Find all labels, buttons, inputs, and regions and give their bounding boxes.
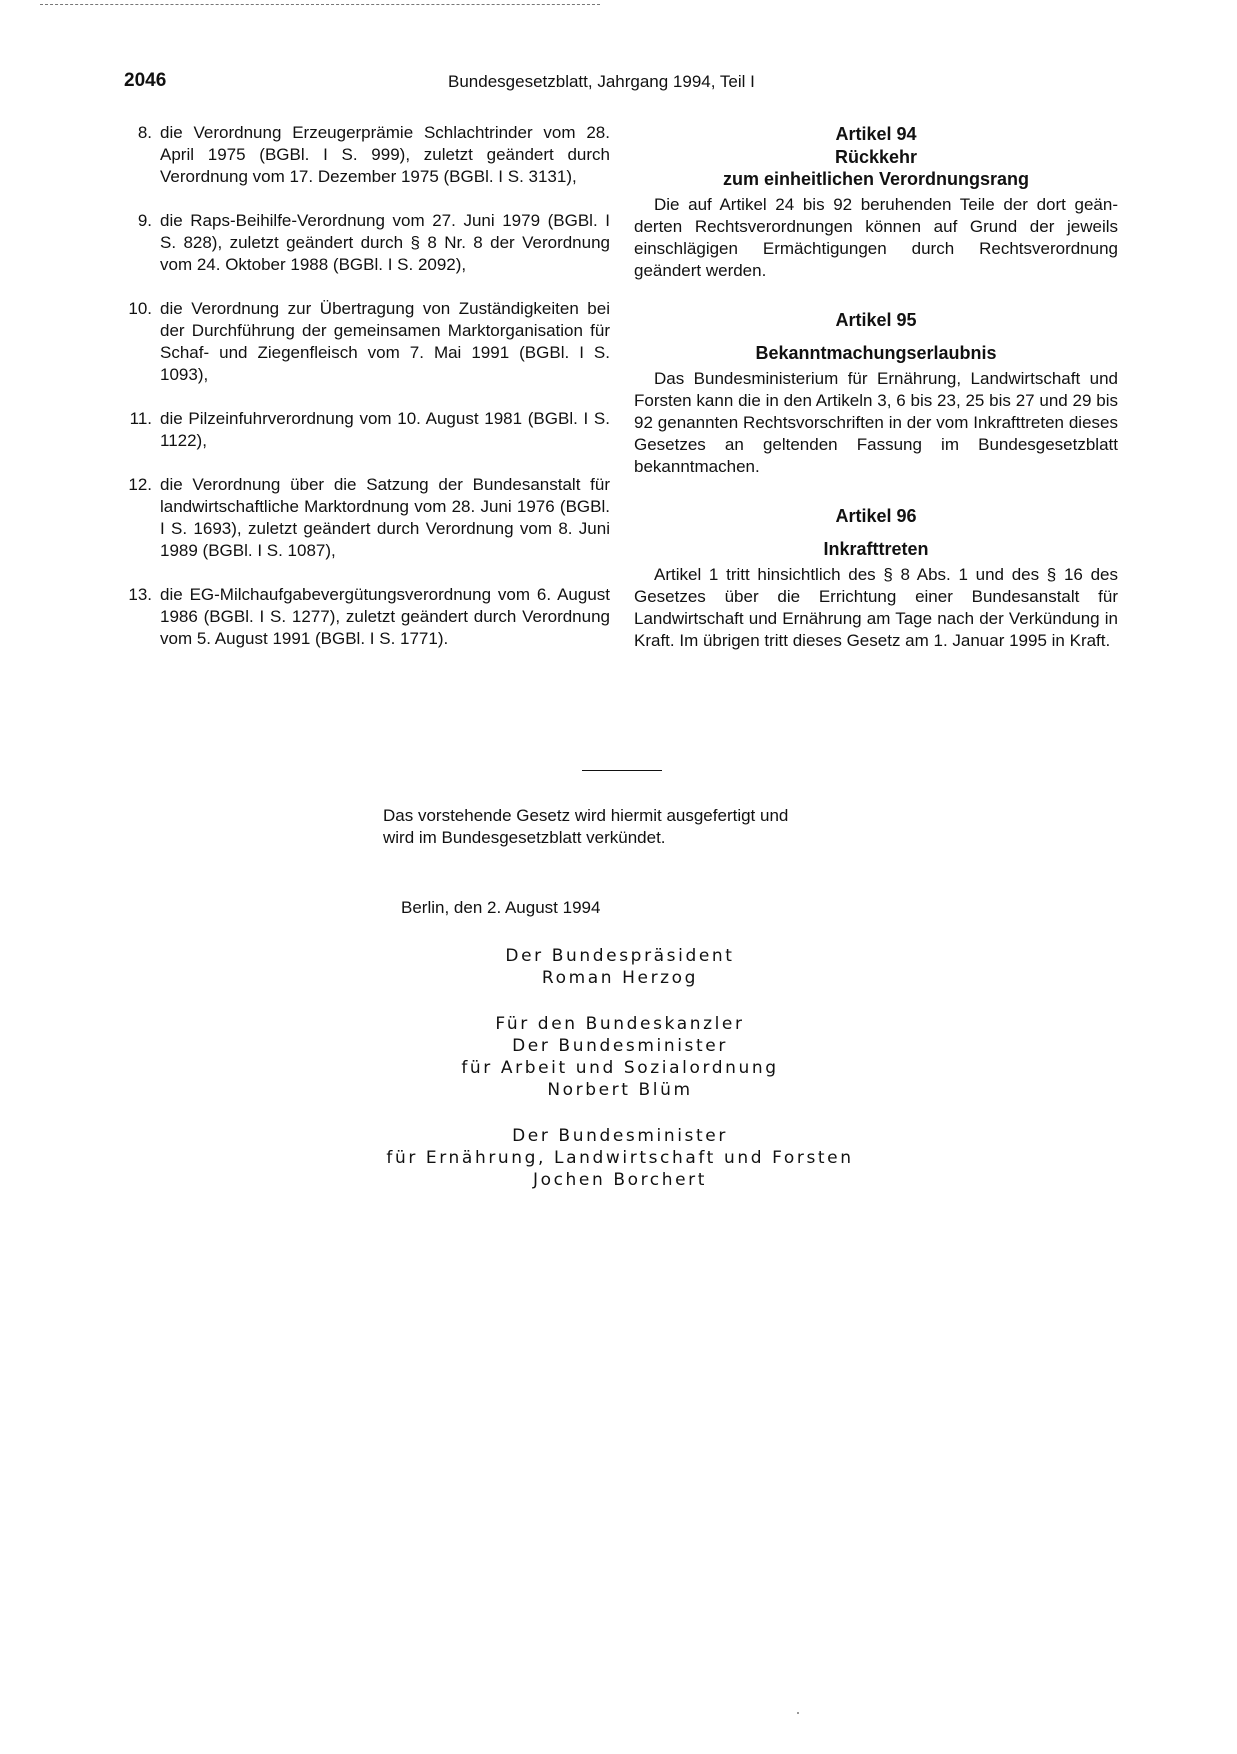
list-item [120, 298, 610, 386]
signature-line: Für den Bundeskanzler [495, 1014, 745, 1034]
article-heading: Bekanntmachungserlaubnis [755, 343, 997, 363]
signature-line: Norbert Blüm [547, 1080, 693, 1100]
signature-line: Jochen Borchert [532, 1170, 708, 1190]
list-item [120, 210, 610, 276]
promulgation-line: Das vorstehende Gesetz wird hiermit ausgefertigt und [383, 806, 789, 825]
list-item-number: 9. [137, 211, 152, 230]
article-96 [634, 504, 1118, 652]
list-item-text: die Verordnung über die Satzung der Bundesanstalt für landwirtschaftliche Marktordnung vom 28. Juni 1976 (BGBl. I S. 1693), zuletzt geändert durch Verordnung vom 8. Juni 1989 (BGBl. I S. 1087), [160, 475, 610, 560]
list-item-text: die Verordnung Erzeugerprämie Schlachtrinder vom 28. April 1975 (BGBl. I S. 999), zuletzt geändert durch Verordnung vom 17. Dezember 1975 (BGBl. I S. 3131), [160, 123, 610, 186]
signature-line: für Arbeit und Sozialordnung [461, 1058, 779, 1078]
list-item-text: die Raps-Beihilfe-Verordnung vom 27. Juni 1979 (BGBl. I S. 828), zuletzt geändert durch § 8 Nr. 8 der Verordnung vom 24. Oktober 1988 (BGBl. I S. 2092), [160, 211, 610, 274]
article-95 [634, 308, 1118, 478]
signature-line: Der Bundesminister [512, 1126, 728, 1146]
signature-block [330, 945, 910, 989]
list-item-text: die Pilzeinfuhrverordnung vom 10. August 1981 (BGBl. I S. 1122), [160, 409, 610, 450]
article-heading: zum einheitlichen Verordnungsrang [722, 169, 1030, 189]
article-title: Artikel 94 [835, 124, 917, 144]
list-item [120, 474, 610, 562]
signature-block [330, 1013, 910, 1101]
signature-section [330, 945, 910, 1215]
section-divider [582, 770, 662, 771]
left-column [120, 122, 610, 672]
article-heading: Inkrafttreten [823, 539, 929, 559]
list-item-number: 13. [128, 585, 152, 604]
place-and-date: Berlin, den 2. August 1994 [401, 898, 601, 917]
list-item [120, 584, 610, 650]
list-item-number: 10. [128, 299, 152, 318]
signature-line: Roman Herzog [541, 968, 699, 988]
list-item [120, 408, 610, 452]
article-title: Artikel 95 [835, 310, 917, 330]
signature-line: Der Bundespräsident [505, 946, 735, 966]
list-item-number: 12. [128, 475, 152, 494]
list-item-number: 11. [129, 409, 152, 428]
promulgation-text [383, 805, 883, 849]
page-number: 2046 [124, 70, 167, 91]
list-item-text: die Verordnung zur Übertragung von Zuständigkeiten bei der Durchführung der gemeinsamen Marktorganisation für Schaf- und Ziegenfleisch vom 7. Mai 1991 (BGBl. I S. 1093), [160, 299, 610, 384]
article-94 [634, 122, 1118, 282]
article-body: Artikel 1 tritt hinsichtlich des § 8 Abs. 1 und des § 16 des Gesetzes über die Errichtung einer Bundesanstalt für Landwirtschaft und Ernährung am Tage nach der Verkündung in Kraft. Im übrigen tritt dieses Gesetz am 1. Januar 1995 in Kraft. [634, 565, 1118, 650]
article-title: Artikel 96 [835, 506, 917, 526]
article-heading: Rückkehr [834, 147, 918, 167]
list-item [120, 122, 610, 188]
list-item-text: die EG-Milchaufgabevergütungsverordnung vom 6. August 1986 (BGBl. I S. 1277), zuletzt geändert durch Verordnung vom 5. August 1991 (BGBl. I S. 1771). [160, 585, 610, 648]
article-body: Die auf Artikel 24 bis 92 beruhenden Teile der dort geänderten Rechtsverordnungen können auf Grund der jeweils einschlägigen Ermächtigungen durch Rechtsverordnung geändert werden. [634, 195, 1118, 280]
scan-speck [797, 1712, 799, 1714]
list-item-number: 8. [137, 123, 152, 142]
right-column [634, 122, 1118, 678]
article-body: Das Bundesministerium für Ernährung, Landwirtschaft und Forsten kann die in den Artikeln 3, 6 bis 23, 25 bis 27 und 29 bis 92 genannten Rechtsvorschriften in der vom Inkrafttreten dieses Gesetzes an geltenden Fassung im Bundesgesetzblatt bekanntmachen. [634, 369, 1118, 476]
signature-line: Der Bundesminister [512, 1036, 728, 1056]
promulgation-line: wird im Bundesgesetzblatt verkündet. [383, 828, 666, 847]
running-header: Bundesgesetzblatt, Jahrgang 1994, Teil I [448, 72, 755, 91]
signature-line: für Ernährung, Landwirtschaft und Forsten [386, 1148, 854, 1168]
signature-block [330, 1125, 910, 1191]
scan-artifact-line [40, 4, 600, 5]
